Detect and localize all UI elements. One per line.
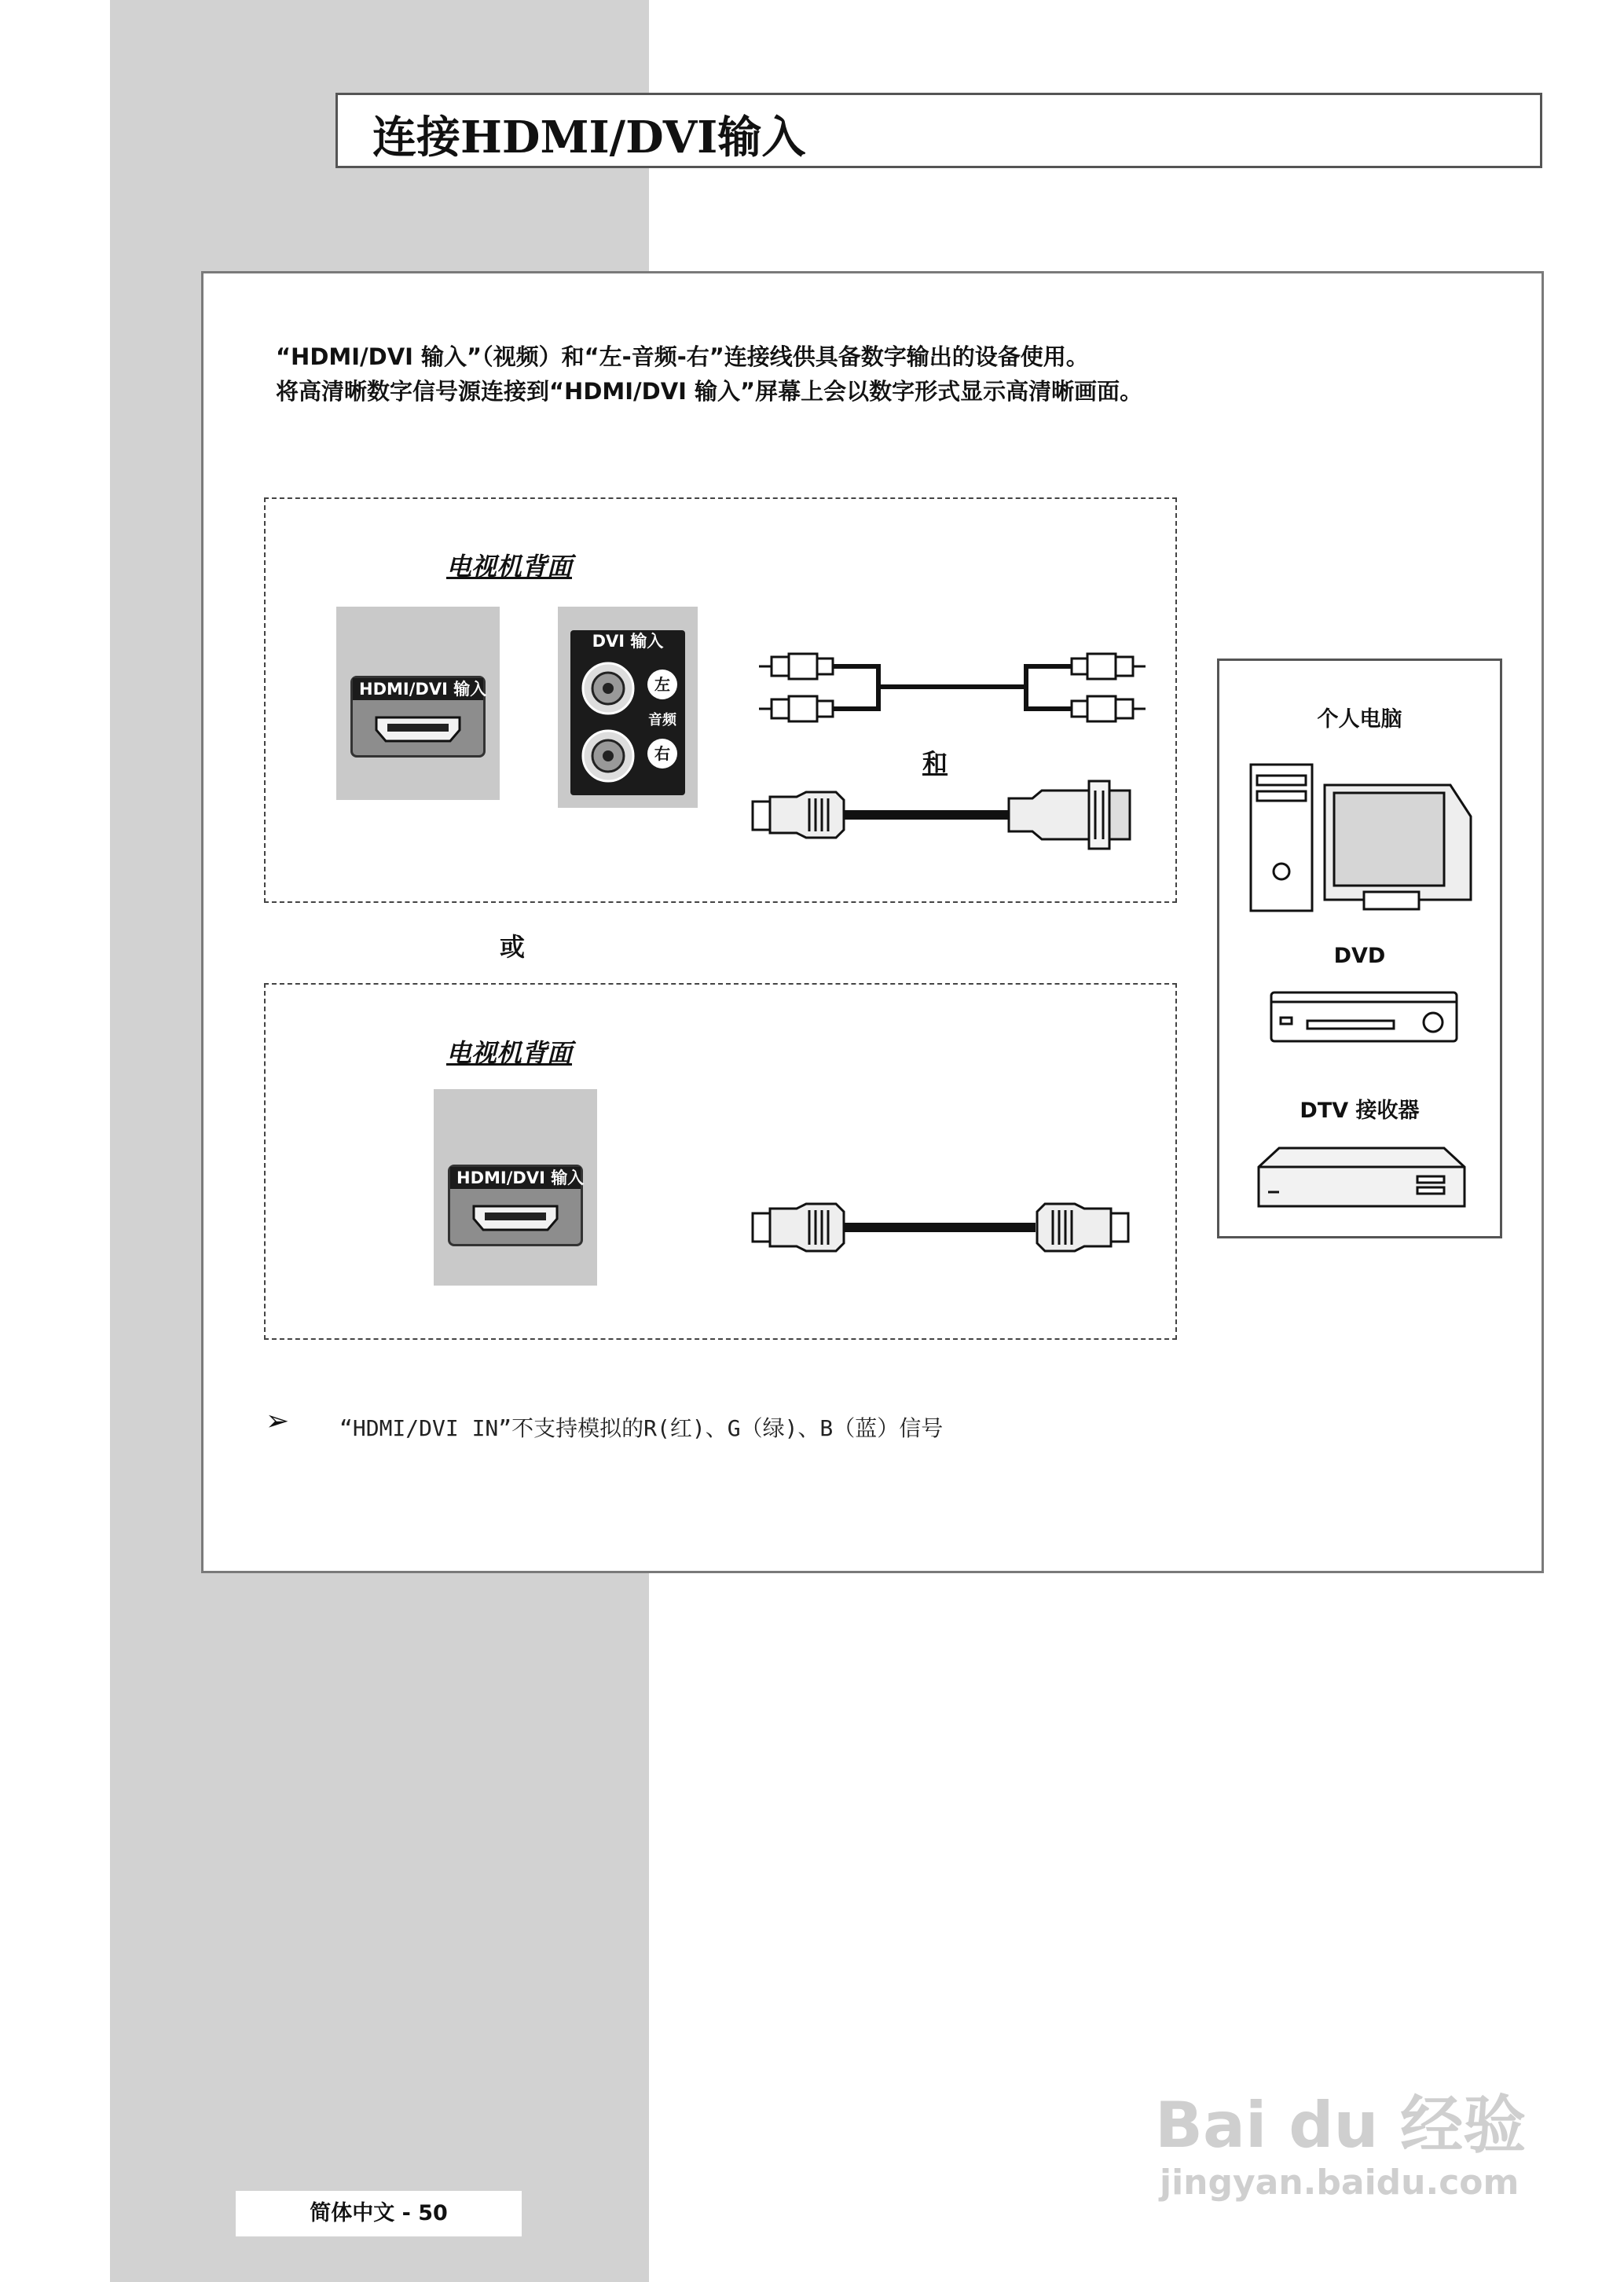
hdmi-socket-icon: [373, 714, 463, 744]
device-dtv-label: DTV 接收器: [1300, 1099, 1420, 1123]
audio-jacks-icon: [578, 657, 638, 791]
tv-back-label-upper: 电视机背面: [446, 552, 573, 582]
intro-line-1: “HDMI/DVI 输入”（视频）和“左-音频-右”连接线供具备数字输出的设备使用。: [276, 343, 1089, 370]
dvi-port-label: DVI 输入: [592, 632, 664, 651]
device-dvd-label: DVD: [1333, 944, 1386, 968]
or-label: 或: [500, 932, 526, 962]
dvi-audio-card: [558, 607, 698, 808]
tv-back-label-lower: 电视机背面: [446, 1038, 573, 1068]
note-arrow-icon: ➢: [266, 1405, 290, 1437]
title-box: [335, 93, 1542, 168]
page-title: 连接HDMI/DVI输入: [372, 112, 806, 163]
hdmi-port-card-upper: [336, 607, 500, 800]
audio-right-label: 右: [647, 739, 677, 769]
dtv-receiver-icon: [1256, 1143, 1468, 1211]
hdmi-to-dvi-cable-icon: [750, 775, 1135, 855]
dvi-audio-panel: [570, 630, 685, 795]
audio-cable-icon: [756, 646, 1149, 732]
hdmi-port-card-lower: [434, 1089, 597, 1286]
audio-center-label: 音频: [648, 712, 676, 728]
pc-icon: [1246, 761, 1474, 915]
lower-connection-box: [264, 983, 1177, 1340]
hdmi-port-panel: [350, 676, 486, 758]
hdmi-port-panel-lower: [448, 1165, 583, 1246]
hdmi-cable-icon: [750, 1191, 1131, 1264]
hdmi-port-label-lower: HDMI/DVI 输入: [450, 1167, 581, 1189]
hdmi-port-label: HDMI/DVI 输入: [353, 678, 483, 700]
page-number-label: 简体中文 - 50: [236, 2191, 522, 2236]
device-pc-label: 个人电脑: [1317, 707, 1402, 732]
dvd-player-icon: [1268, 985, 1460, 1044]
hdmi-socket-icon-lower: [471, 1203, 560, 1233]
watermark-brand: Bai du 经验: [1155, 2089, 1527, 2162]
intro-line-2: 将高清晰数字信号源连接到“HDMI/DVI 输入”屏幕上会以数字形式显示高清晰画面。: [276, 378, 1143, 405]
audio-left-label: 左: [647, 670, 677, 699]
note-text: “HDMI/DVI IN”不支持模拟的R(红)、G（绿)、B（蓝）信号: [339, 1415, 944, 1441]
watermark-url: jingyan.baidu.com: [1160, 2163, 1520, 2203]
device-panel: [1217, 659, 1502, 1238]
and-label: 和: [922, 748, 948, 778]
